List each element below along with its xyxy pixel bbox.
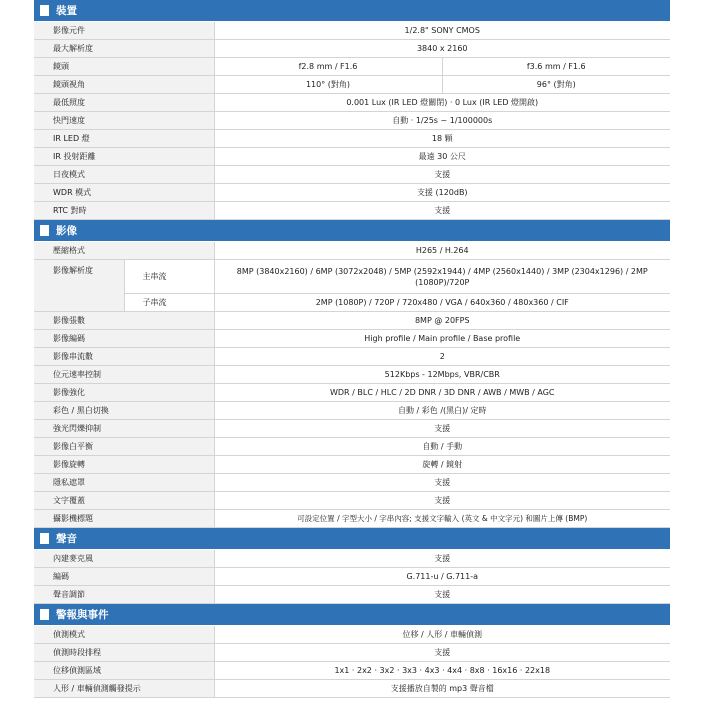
section-header-device [34,0,670,22]
spec-value: 2 [214,348,670,366]
spec-value: WDR / BLC / HLC / 2D DNR / 3D DNR / AWB / MWB / AGC [214,384,670,402]
spec-label: 影像張數 [34,312,214,330]
spec-label: 位元速率控制 [34,366,214,384]
section-header-video [34,220,670,242]
spec-label: 內建麥克風 [34,550,214,568]
table-row [34,184,670,202]
spec-value: 支援播放自製的 mp3 聲音檔 [214,680,670,698]
spec-label: 聲音調節 [34,586,214,604]
spec-value: 支援 [214,586,670,604]
spec-value-main-stream: 8MP (3840x2160) / 6MP (3072x2048) / 5MP (2592x1944) / 4MP (2560x1440) / 3MP (2304x1296) / 2MP (1080P)/720P [214,260,670,294]
table-row [34,112,670,130]
spec-label: 人形 / 車輛偵測觸發提示 [34,680,214,698]
spec-value: H265 / H.264 [214,242,670,260]
spec-value: 支援 [214,202,670,220]
spec-value: 支援 [214,474,670,492]
spec-value: 自動 / 彩色 /(黑白)/ 定時 [214,402,670,420]
audio-table [34,550,670,604]
spec-value-model-a: f2.8 mm / F1.6 [214,58,442,76]
spec-label: IR LED 燈 [34,130,214,148]
spec-label: 快門速度 [34,112,214,130]
spec-label: 鏡頭 [34,58,214,76]
table-row [34,456,670,474]
spec-label: 影像串流數 [34,348,214,366]
table-row [34,202,670,220]
table-row [34,366,670,384]
spec-value: 0.001 Lux (IR LED 燈關閉) · 0 Lux (IR LED 燈開啟) [214,94,670,112]
spec-value: 支援 [214,550,670,568]
stream-label-main: 主串流 [124,260,214,294]
table-row [34,348,670,366]
spec-label: 影像元件 [34,22,214,40]
table-row [34,586,670,604]
spec-label: 攝影機標題 [34,510,214,528]
spec-value: 位移 / 人形 / 車輛偵測 [214,626,670,644]
spec-value: 支援 [214,644,670,662]
table-row [34,260,670,294]
spec-label: 影像強化 [34,384,214,402]
spec-value: 支援 [214,420,670,438]
table-row [34,384,670,402]
spec-value-model-b: f3.6 mm / F1.6 [442,58,670,76]
spec-value: 512Kbps - 12Mbps, VBR/CBR [214,366,670,384]
spec-label: 影像編碼 [34,330,214,348]
alarm-table [34,626,670,698]
spec-value: 旋轉 / 鏡射 [214,456,670,474]
spec-value: 1x1 · 2x2 · 3x2 · 3x3 · 4x3 · 4x4 · 8x8 · 16x16 · 22x18 [214,662,670,680]
table-row [34,294,670,312]
spec-value: 8MP @ 20FPS [214,312,670,330]
spec-value: 支援 [214,492,670,510]
spec-label: WDR 模式 [34,184,214,202]
square-bullet-icon [40,225,49,236]
table-row [34,420,670,438]
table-row [34,568,670,586]
spec-label: 編碼 [34,568,214,586]
spec-label: 鏡頭視角 [34,76,214,94]
spec-label: IR 投射距離 [34,148,214,166]
section-header-alarm [34,604,670,626]
table-row [34,644,670,662]
table-row [34,58,670,76]
spec-label: 壓縮格式 [34,242,214,260]
table-row [34,626,670,644]
video-table [34,242,670,528]
table-row [34,312,670,330]
table-row [34,166,670,184]
spec-value: 自動 / 手動 [214,438,670,456]
table-row [34,130,670,148]
spec-value: High profile / Main profile / Base profile [214,330,670,348]
square-bullet-icon [40,609,49,620]
spec-label: 最大解析度 [34,40,214,58]
spec-value: 支援 [214,166,670,184]
spec-label: 影像白平衡 [34,438,214,456]
section-title: 裝置 [56,5,77,17]
table-row [34,330,670,348]
spec-value: 18 顆 [214,130,670,148]
spec-value: 支援 (120dB) [214,184,670,202]
spec-label: 偵測時段排程 [34,644,214,662]
table-row [34,474,670,492]
spec-label: 日夜模式 [34,166,214,184]
spec-label: 偵測模式 [34,626,214,644]
device-table [34,22,670,220]
section-title: 警報與事件 [56,609,109,621]
spec-value: 自動 · 1/25s ~ 1/100000s [214,112,670,130]
spec-sheet [34,0,670,698]
table-row [34,402,670,420]
spec-label: 影像旋轉 [34,456,214,474]
spec-value: 1/2.8" SONY CMOS [214,22,670,40]
section-title: 聲音 [56,533,77,545]
spec-label: 文字覆蓋 [34,492,214,510]
table-row [34,510,670,528]
spec-label: 彩色 / 黑白切換 [34,402,214,420]
spec-value: G.711-u / G.711-a [214,568,670,586]
table-row [34,550,670,568]
spec-value-model-a: 110° (對角) [214,76,442,94]
spec-value: 可設定位置 / 字型大小 / 字串內容; 支援文字輸入 (英文 & 中文字元) 和圖片上傳 (BMP) [214,510,670,528]
stream-label-sub: 子串流 [124,294,214,312]
table-row [34,40,670,58]
table-row [34,148,670,166]
section-header-audio [34,528,670,550]
square-bullet-icon [40,5,49,16]
table-row [34,662,670,680]
spec-label: 強光閃爍抑制 [34,420,214,438]
spec-value-model-b: 96° (對角) [442,76,670,94]
spec-value-sub-stream: 2MP (1080P) / 720P / 720x480 / VGA / 640x360 / 480x360 / CIF [214,294,670,312]
spec-label: RTC 對時 [34,202,214,220]
table-row [34,438,670,456]
section-title: 影像 [56,225,77,237]
spec-value: 3840 x 2160 [214,40,670,58]
table-row [34,680,670,698]
spec-label: 隱私遮罩 [34,474,214,492]
spec-label: 影像解析度 [34,260,124,312]
spec-label: 最低照度 [34,94,214,112]
table-row [34,76,670,94]
spec-value: 最遠 30 公尺 [214,148,670,166]
table-row [34,22,670,40]
table-row [34,242,670,260]
spec-label: 位移偵測區域 [34,662,214,680]
table-row [34,492,670,510]
table-row [34,94,670,112]
square-bullet-icon [40,533,49,544]
